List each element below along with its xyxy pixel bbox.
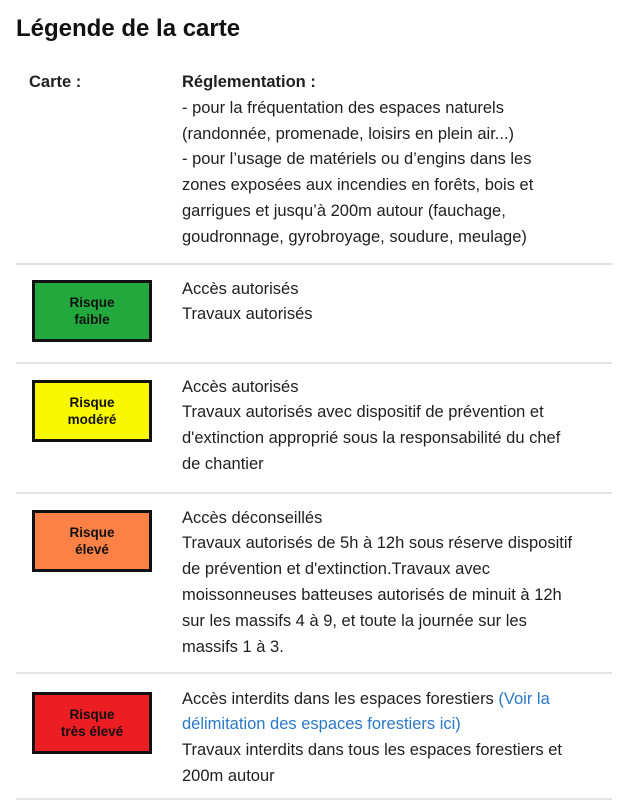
regulation-text-line: zones exposées aux incendies en forêts, bois et — [182, 176, 534, 195]
regulation-column-header — [182, 68, 612, 263]
description-line: moissonneuses batteuses autorisés de minuit à 12h — [182, 585, 562, 604]
legend-row-risk-very-high — [16, 674, 612, 800]
description-line: de chantier — [182, 454, 264, 473]
badge-label: modéré — [67, 411, 117, 427]
description-text: Accès interdits dans les espaces forestiers — [182, 689, 499, 708]
description-line: Travaux autorisés — [182, 305, 313, 324]
badge-label: très élevé — [60, 723, 124, 739]
regulation-text-line: - pour la fréquentation des espaces naturels — [182, 98, 504, 117]
legend-badge-cell — [16, 674, 182, 798]
badge-label: élevé — [75, 541, 109, 557]
forest-areas-link[interactable]: (Voir la — [498, 689, 550, 708]
map-column-header: Carte : — [29, 73, 82, 91]
description-line: sur les massifs 4 à 9, et toute la journée sur les — [182, 611, 527, 630]
regulation-text-line: - pour l’usage de matériels ou d’engins dans les — [182, 150, 532, 169]
badge-label: Risque — [69, 394, 115, 410]
legend-row-risk-low — [16, 265, 612, 364]
regulation-title: Réglementation : — [182, 73, 316, 91]
regulation-text-line: garrigues et jusqu’à 200m autour (fauchage, — [182, 201, 506, 220]
description-line: de prévention et d'extinction.Travaux avec — [182, 560, 490, 579]
description-line: d'extinction approprié sous la responsabilité du chef — [182, 429, 561, 448]
risk-high-badge — [32, 510, 152, 572]
risk-very-high-badge — [32, 692, 152, 754]
forest-areas-link[interactable]: délimitation des espaces forestiers ici) — [182, 715, 461, 734]
description-line: 200m autour — [182, 766, 275, 785]
legend-row-risk-moderate — [16, 364, 612, 494]
description-line: Travaux autorisés avec dispositif de prévention et — [182, 403, 544, 422]
description-line: Travaux autorisés de 5h à 12h sous réserve dispositif — [182, 534, 573, 553]
page-title: Légende de la carte — [16, 15, 241, 42]
legend-badge-cell — [16, 265, 182, 362]
legend-description — [182, 674, 612, 798]
legend-header-row — [16, 68, 612, 265]
legend-row-risk-high — [16, 494, 612, 674]
legend-badge-cell — [16, 364, 182, 492]
badge-label: Risque — [69, 706, 115, 722]
risk-low-badge — [32, 280, 152, 342]
description-line: Accès autorisés — [182, 377, 299, 396]
risk-moderate-badge — [32, 380, 152, 442]
description-line: massifs 1 à 3. — [182, 637, 284, 656]
description-line: Accès autorisés — [182, 279, 299, 298]
description-line — [182, 687, 612, 713]
regulation-text-line: goudronnage, gyrobroyage, soudure, meulage) — [182, 227, 527, 246]
legend-table — [16, 68, 612, 800]
legend-badge-cell — [16, 494, 182, 672]
legend-description — [182, 265, 612, 362]
description-line: Travaux interdits dans tous les espaces forestiers et — [182, 741, 562, 760]
legend-description — [182, 494, 612, 672]
badge-label: Risque — [69, 294, 115, 310]
badge-label: faible — [74, 311, 110, 327]
badge-label: Risque — [69, 524, 115, 540]
regulation-text-line: (randonnée, promenade, loisirs en plein air...) — [182, 124, 515, 143]
legend-description — [182, 364, 612, 492]
description-line: Accès déconseillés — [182, 508, 323, 527]
